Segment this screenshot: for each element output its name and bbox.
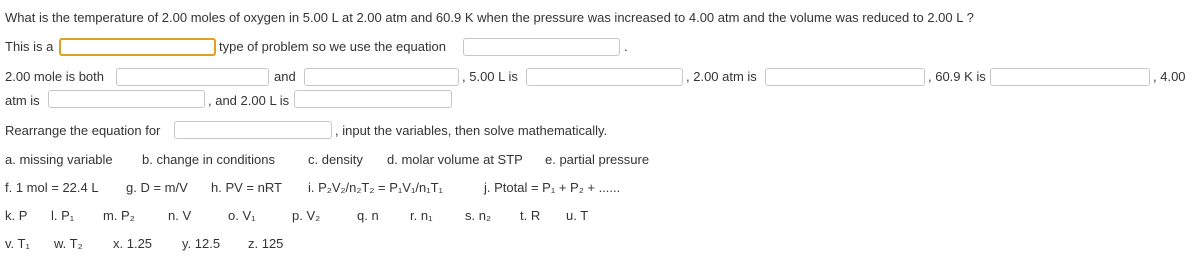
option-l: l. P₁ [51, 208, 75, 223]
row2-text-6: , 4.00 [1153, 69, 1186, 84]
row4-suffix: , input the variables, then solve mathematically. [335, 123, 608, 138]
option-y: y. 12.5 [182, 236, 221, 251]
option-h: h. PV = nRT [211, 180, 282, 195]
option-q: q. n [357, 208, 379, 223]
option-x: x. 1.25 [113, 236, 153, 251]
row2-text-1: 2.00 mole is both [5, 69, 105, 84]
option-a: a. missing variable [5, 152, 113, 167]
row3-text-2: , and 2.00 L is [208, 93, 290, 108]
equation-input[interactable] [463, 38, 620, 56]
option-m: m. P₂ [103, 208, 135, 223]
question-text: What is the temperature of 2.00 moles of oxygen in 5.00 L at 2.00 atm and 60.9 K when the pressure was increased to 4.00 atm and the volume was reduced to 2.00 L ? [5, 10, 974, 25]
option-d: d. molar volume at STP [387, 152, 523, 167]
option-o: o. V₁ [228, 208, 256, 223]
option-b: b. change in conditions [142, 152, 275, 167]
rearrange-variable-input[interactable] [174, 121, 332, 139]
pressure-4-input[interactable] [48, 90, 205, 108]
option-e: e. partial pressure [545, 152, 650, 167]
row2-text-5: , 60.9 K is [928, 69, 986, 84]
option-g: g. D = m/V [126, 180, 188, 195]
row2-text-4: , 2.00 atm is [686, 69, 757, 84]
volume-5-input[interactable] [526, 68, 683, 86]
option-n: n. V [168, 208, 192, 223]
volume-2-input[interactable] [294, 90, 452, 108]
row2-text-3: , 5.00 L is [462, 69, 518, 84]
option-t: t. R [520, 208, 541, 223]
moles-variable-input-1[interactable] [116, 68, 269, 86]
row1-suffix: . [624, 39, 628, 54]
option-w: w. T₂ [54, 236, 83, 251]
option-c: c. density [308, 152, 363, 167]
temperature-input[interactable] [990, 68, 1150, 86]
option-u: u. T [566, 208, 589, 223]
row1-middle: type of problem so we use the equation [219, 39, 446, 54]
row4-prefix: Rearrange the equation for [5, 123, 161, 138]
option-p: p. V₂ [292, 208, 321, 223]
moles-variable-input-2[interactable] [304, 68, 459, 86]
option-i: i. P₂V₂/n₂T₂ = P₁V₁/n₁T₁ [308, 180, 443, 195]
pressure-2-input[interactable] [765, 68, 925, 86]
row2-text-2: and [274, 69, 296, 84]
option-k: k. P [5, 208, 28, 223]
option-s: s. n₂ [465, 208, 491, 223]
option-r: r. n₁ [410, 208, 433, 223]
row1-prefix: This is a [5, 39, 54, 54]
option-f: f. 1 mol = 22.4 L [5, 180, 99, 195]
row3-text-1: atm is [5, 93, 40, 108]
problem-type-input[interactable] [59, 38, 216, 56]
option-z: z. 125 [248, 236, 284, 251]
option-v: v. T₁ [5, 236, 30, 251]
option-j: j. Ptotal = P₁ + P₂ + ...... [484, 180, 621, 195]
